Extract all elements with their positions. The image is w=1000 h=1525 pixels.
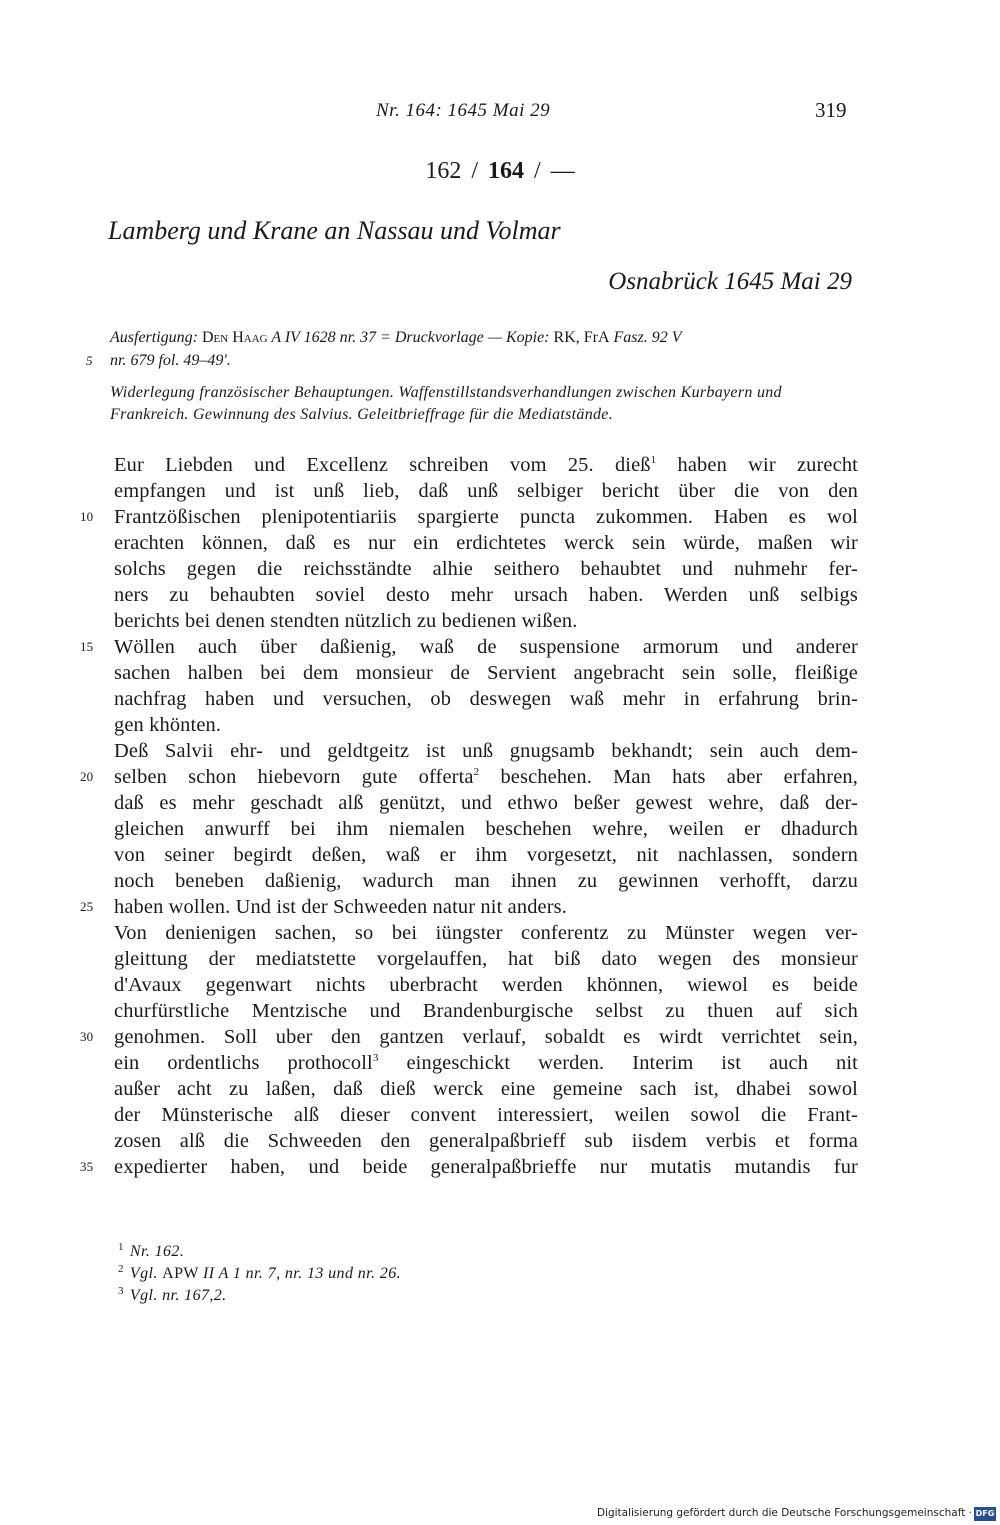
- footnote-mark: 1: [118, 1240, 124, 1253]
- text-line: sachen halben bei dem monsieur de Servient angebracht sein solle, fleißige: [114, 662, 858, 684]
- footnote-text: Vgl.: [129, 1265, 163, 1282]
- text-line: gleittung der mediatstette vorgelauffen, hat biß dato wegen des monsieur: [114, 948, 858, 970]
- text-line: gen khönten.: [114, 714, 222, 736]
- footnote-text: Nr. 162.: [129, 1243, 185, 1260]
- source-reference: A IV 1628 nr. 37 = Druckvorlage — Kopie:: [271, 329, 550, 346]
- text-line: ein ordentlichs prothocoll$^3$ eingeschickt werden. Interim ist auch nit: [114, 1052, 858, 1074]
- text-line: Von denienigen sachen, so bei iüngster conferentz zu Münster wegen ver-: [114, 922, 858, 944]
- footnote-ref-3[interactable]: 3: [372, 1052, 379, 1065]
- line-number: 25: [80, 899, 94, 914]
- line-number: 20: [80, 769, 94, 784]
- footnote-text: Vgl. nr. 167,2.: [129, 1287, 227, 1304]
- text-line: solchs gegen die reichsständte alhie seithero behaubtet und nuhmehr fer-: [114, 558, 858, 580]
- text-line: empfangen und ist unß lieb, daß unß selbiger bericht über die von den: [114, 480, 858, 502]
- text-line: ners zu behaubten soviel desto mehr ursach haben. Werden unß selbigs: [114, 584, 858, 606]
- text-line: zosen alß die Schweeden den generalpaßbrieff sub iisdem verbis et forma: [114, 1130, 858, 1152]
- text-line: 10 Frantzößischen plenipotentiariis spargierte puncta zukommen. Haben es wol: [80, 506, 858, 528]
- page-number: 319: [815, 98, 847, 122]
- line-number: 30: [80, 1029, 94, 1044]
- nav-next-link[interactable]: —: [550, 158, 575, 184]
- line-number: 5: [86, 353, 93, 368]
- text-line: der Münsterische alß dieser convent interessiert, weilen sowol die Frant-: [114, 1104, 858, 1126]
- text-line: 15 Wöllen auch über daßienig, waß de suspensione armorum und anderer: [80, 636, 858, 658]
- text-line: außer acht zu laßen, daß dieß werck eine gemeine sach ist, dhabei sowol: [114, 1078, 858, 1100]
- text-line: d'Avaux gegenwart nichts uberbracht werden khönnen, wiewol es beide: [114, 974, 858, 996]
- footnotes: [118, 1241, 401, 1307]
- text-line: nachfrag haben und versuchen, ob deswegen waß mehr in erfahrung brin-: [114, 688, 858, 710]
- text-line: churfürstliche Mentzische und Brandenburgische selbst zu thuen auf sich: [114, 1000, 858, 1022]
- footnote-mark: 2: [118, 1262, 124, 1275]
- nav-current-number: 164: [488, 158, 524, 184]
- document-title: Lamberg und Krane an Nassau und Volmar: [108, 216, 561, 245]
- dfg-logo-icon[interactable]: DFG: [974, 1507, 996, 1521]
- running-head: [0, 98, 1000, 128]
- footnote-text: APW: [162, 1265, 203, 1282]
- footnote-1: [118, 1241, 401, 1263]
- line-number: 10: [80, 509, 94, 524]
- source-line-1: [110, 326, 855, 349]
- digitization-credit: Digitalisierung gefördert durch die Deutsche Forschungsgemeinschaft ·: [596, 1507, 972, 1519]
- footnote-mark: 3: [118, 1284, 124, 1297]
- copy-fascicle: Fasz. 92 V: [613, 329, 682, 346]
- text-line: 35 expedierter haben, und beide generalpaßbrieffe nur mutatis mutandis fur: [80, 1156, 858, 1178]
- summary-line: Frankreich. Gewinnung des Salvius. Geleitbrieffrage für die Mediatstände.: [110, 406, 614, 423]
- text-line: berichts bei denen stendten nützlich zu bedienen wißen.: [114, 610, 578, 632]
- text-line: erachten können, daß es nur ein erdichtetes werck sein würde, maßen wir: [114, 532, 858, 554]
- text-line: Deß Salvii ehr- und geldtgeitz ist unß gnugsamb bekhandt; sein auch dem-: [114, 740, 858, 762]
- place-date: Osnabrück 1645 Mai 29: [608, 268, 852, 295]
- footnote-3: [118, 1285, 401, 1307]
- source-label: Ausfertigung:: [110, 329, 198, 346]
- footnote-ref-1[interactable]: 1: [650, 454, 657, 467]
- summary-line: Widerlegung französischer Behauptungen. Waffenstillstandsverhandlungen zwischen Kurbayern und: [110, 384, 782, 401]
- copy-archive: RK, FrA: [553, 329, 610, 346]
- text-line: daß es mehr geschadt alß genützt, und ethwo beßer gewest wehre, daß der-: [114, 792, 858, 814]
- text-line: Eur Liebden und Excellenz schreiben vom 25. dieß$^1$ haben wir zurecht: [114, 454, 858, 476]
- source-note: [86, 326, 855, 372]
- text-line: 20 selben schon hiebevorn gute offerta$^2$ beschehen. Man hats aber erfahren,: [80, 766, 858, 788]
- text-line: 25 haben wollen. Und ist der Schweeden natur nit anders.: [80, 896, 568, 918]
- line-number: 35: [80, 1159, 94, 1174]
- archive-name: Den Haag: [202, 329, 268, 346]
- footnote-ref-2[interactable]: 2: [473, 766, 480, 779]
- document-summary: [110, 382, 855, 426]
- footnote-2: [118, 1263, 401, 1285]
- source-folio: nr. 679 fol. 49–49'.: [110, 352, 231, 369]
- source-line-2: [86, 349, 855, 372]
- text-line: noch beneben daßienig, wadurch man ihnen zu gewinnen verhofft, darzu: [114, 870, 858, 892]
- letter-body: [80, 452, 858, 1180]
- text-line: von seiner begirdt deßen, waß er ihm vorgesetzt, nit nachlassen, sondern: [114, 844, 858, 866]
- nav-separator: /: [471, 158, 478, 184]
- nav-prev-link[interactable]: 162: [425, 158, 462, 184]
- nav-separator: /: [534, 158, 541, 184]
- text-line: 30 genohmen. Soll uber den gantzen verlauf, sobaldt es wirdt verrichtet sein,: [80, 1026, 858, 1048]
- text-line: gleichen anwurff bei ihm niemalen beschehen wehre, weilen er dhadurch: [114, 818, 858, 840]
- running-title: Nr. 164: 1645 Mai 29: [376, 100, 551, 121]
- line-number: 15: [80, 639, 94, 654]
- document-navigation: [0, 158, 1000, 185]
- footnote-text: II A 1 nr. 7, nr. 13 und nr. 26.: [203, 1265, 402, 1282]
